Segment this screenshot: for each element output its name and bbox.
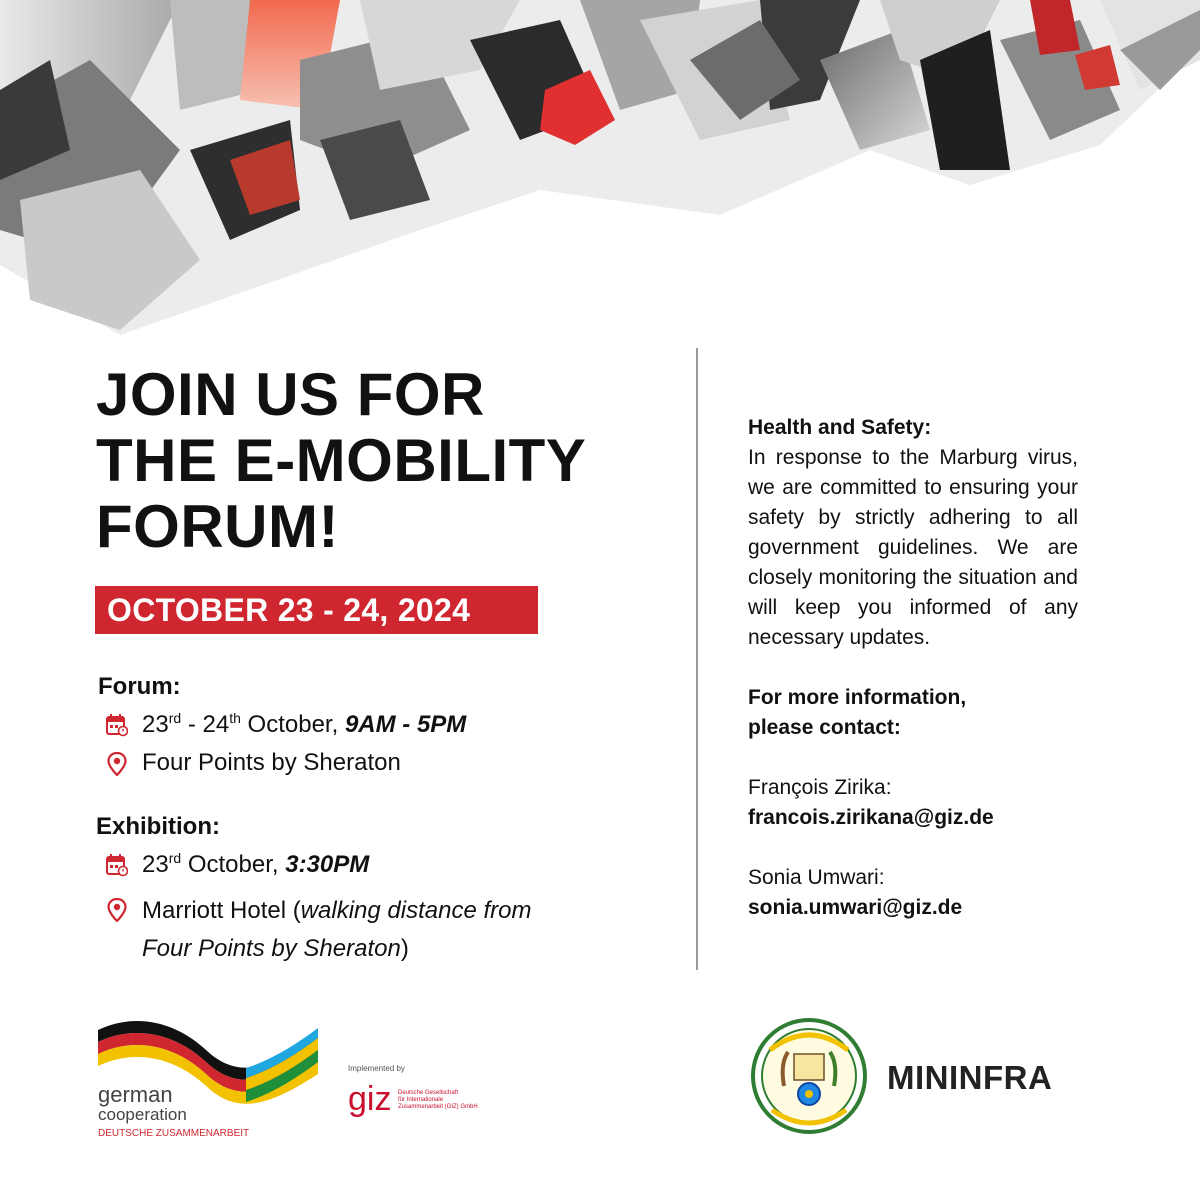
rwanda-coat-of-arms-seal [750,1014,868,1138]
giz-implemented-by: Implemented by [348,1064,405,1073]
date-banner: OCTOBER 23 - 24, 2024 [95,586,538,634]
exhibition-label: Exhibition: [96,813,220,840]
giz-text-line-1: Deutsche Gesellschaft [398,1090,459,1096]
calendar-icon [106,713,128,737]
giz-text-line-2: für Internationale [398,1097,444,1103]
german-logo-line-2: cooperation [98,1105,187,1124]
forum-date-row [106,710,466,739]
exhibition-location: Marriott Hotel (walking distance from Four Points by Sheraton) [142,897,532,962]
giz-text-line-3: Zusammenarbeit (GIZ) GmbH [398,1104,478,1110]
contact-title-line-2: please contact: [748,716,901,739]
headline [96,362,696,560]
contact-person-2-name: Sonia Umwari: [748,866,885,889]
exhibition-date-row [106,850,369,879]
forum-location: Four Points by Sheraton [142,749,401,776]
health-title: Health and Safety: [748,416,932,439]
forum-location-row [106,749,401,777]
german-logo-line-1: german [98,1082,173,1107]
location-pin-icon [106,752,128,776]
info-column [748,413,1078,923]
exhibition-time: 3:30PM [285,851,370,878]
location-pin-icon [106,898,128,922]
german-cooperation-logo [96,1010,326,1140]
headline-line-1: JOIN US FOR [96,361,485,428]
headline-line-3: FORUM! [96,493,339,560]
contact-person-2-email[interactable]: sonia.umwari@giz.de [748,896,963,919]
contact-title-line-1: For more information, [748,686,967,709]
giz-logo [346,1062,506,1122]
health-body: In response to the Marburg virus, we are committed to ensuring your safety by strictly adhering to all government guidelines. We are closely monitoring the situation and will keep you informed of any necessary updates. [748,446,1078,649]
forum-time: 9AM - 5PM [344,711,467,738]
contact-person-1-name: François Zirika: [748,776,892,799]
headline-line-2: THE E-MOBILITY [96,427,587,494]
german-logo-line-3: DEUTSCHE ZUSAMMENARBEIT [98,1128,250,1139]
exhibition-date-text: 23rd October, 3:30PM [142,850,370,878]
mininfra-wordmark: MININFRA [887,1059,1053,1096]
exhibition-location-row [106,892,531,968]
contact-person-1-email[interactable]: francois.zirikana@giz.de [748,806,994,829]
forum-date-text: 23rd - 24th October, 9AM - 5PM [142,710,467,738]
calendar-icon [106,853,128,877]
giz-mark: giz [348,1080,392,1118]
forum-label: Forum: [98,673,181,700]
header-geometric-banner [0,0,1200,340]
column-divider [696,348,698,970]
